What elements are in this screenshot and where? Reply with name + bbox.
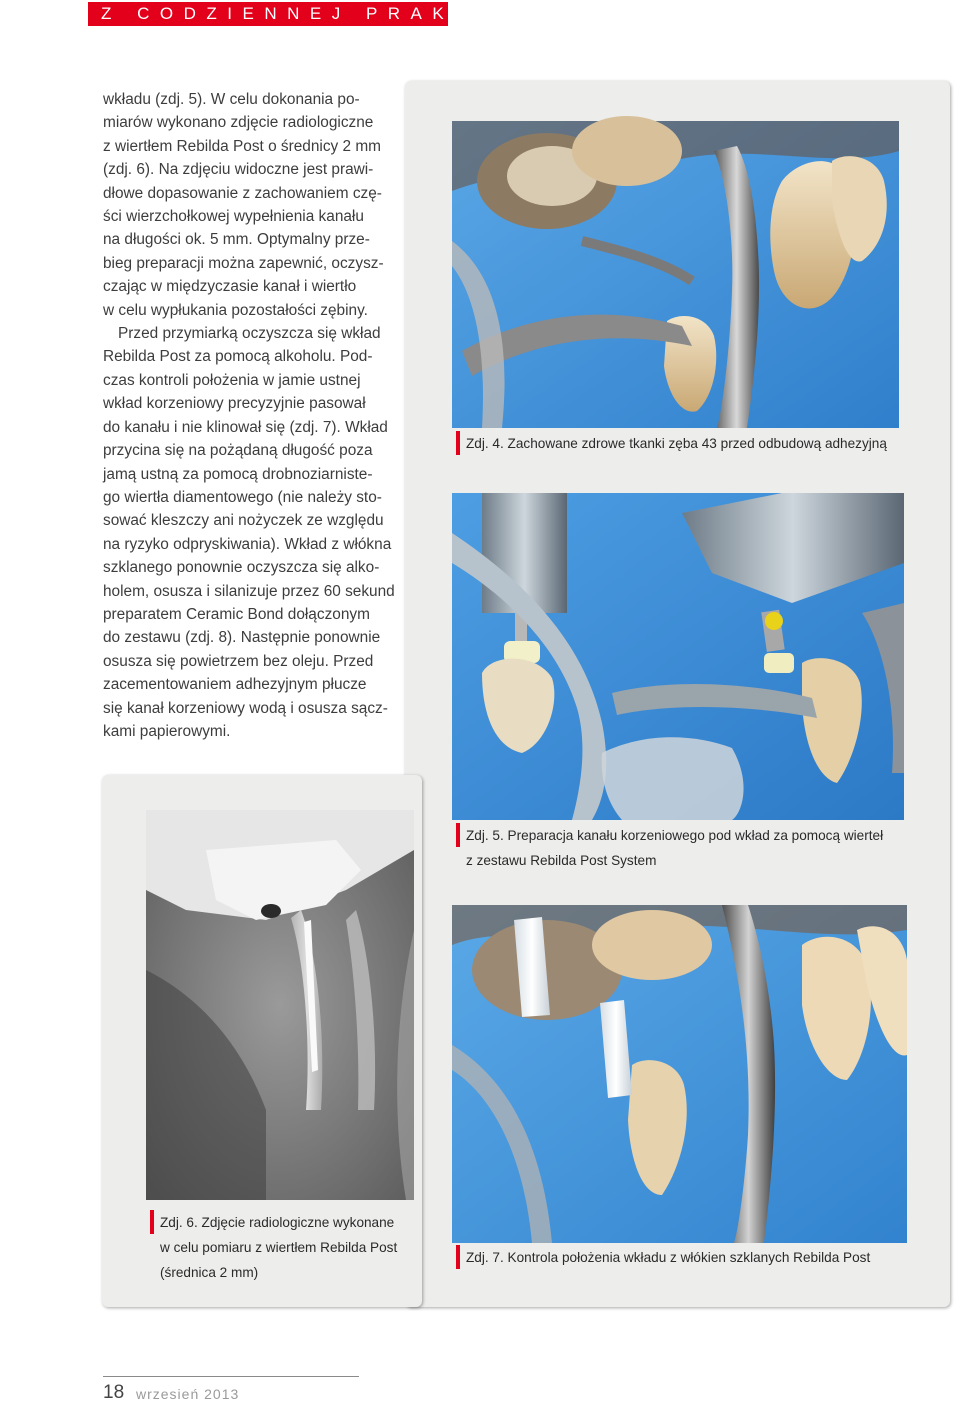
article-line: osusza się powietrzem bez oleju. Przed bbox=[103, 652, 374, 670]
issue-date: wrzesień 2013 bbox=[136, 1386, 240, 1402]
article-line: szklanego ponownie oczyszcza się alko- bbox=[103, 559, 380, 577]
caption-line: Zdj. 6. Zdjęcie radiologiczne wykonane bbox=[160, 1215, 395, 1230]
figure-4-photo bbox=[452, 121, 899, 428]
page-number: 18 bbox=[103, 1382, 125, 1403]
article-line: (zdj. 6). Na zdjęciu widoczne jest prawi- bbox=[103, 161, 374, 179]
article-line: miarów wykonano zdjęcie radiologiczne bbox=[103, 114, 374, 132]
caption-line: Zdj. 7. Kontrola położenia wkładu z włókien szklanych Rebilda Post bbox=[466, 1250, 871, 1265]
figure-6-radiograph bbox=[146, 810, 414, 1200]
article-line: go wiertła diamentowego (nie należy sto- bbox=[103, 488, 382, 506]
caption-line: w celu pomiaru z wiertłem Rebilda Post bbox=[160, 1240, 398, 1255]
article-line: do zestawu (zdj. 8). Następnie ponownie bbox=[103, 629, 381, 647]
figure-7-caption bbox=[466, 1245, 870, 1270]
article-line: sować kleszczy ani nożyczek ze względu bbox=[103, 512, 384, 530]
article-line: przycina się na pożądaną długość poza bbox=[103, 442, 373, 460]
figure-4-caption bbox=[466, 431, 887, 456]
article-line: ści wierzchołkowej wypełnienia kanału bbox=[103, 208, 364, 226]
article-line: się kanał korzeniowy wodą i osusza sącz- bbox=[103, 699, 388, 717]
caption-line: (średnica 2 mm) bbox=[160, 1265, 259, 1280]
article-line: zacementowaniem adhezyjnym płucze bbox=[103, 676, 367, 694]
article-line: jamą ustną za pomocą drobnoziarniste- bbox=[103, 465, 373, 483]
caption-marker bbox=[150, 1210, 154, 1234]
figure-6-caption bbox=[160, 1210, 397, 1285]
caption-line: Zdj. 4. Zachowane zdrowe tkanki zęba 43 przed odbudową adhezyjną bbox=[466, 436, 887, 451]
article-line: dłowe dopasowanie z zachowaniem czę- bbox=[103, 184, 382, 202]
caption-line: Zdj. 5. Preparacja kanału korzeniowego pod wkład za pomocą wierteł bbox=[466, 828, 884, 843]
article-line: wkład korzeniowy precyzyjnie pasował bbox=[103, 395, 366, 413]
article-line: w celu wypłukania pozostałości zębiny. bbox=[103, 301, 368, 319]
article-line: czas kontroli położenia w jamie ustnej bbox=[103, 371, 361, 389]
article-line: wkładu (zdj. 5). W celu dokonania po- bbox=[103, 91, 360, 108]
article-line: holem, osusza i silanizuje przez 60 sekund bbox=[103, 582, 395, 600]
figure-7-photo bbox=[452, 905, 907, 1243]
caption-marker bbox=[456, 823, 460, 847]
article-line: bieg preparacji można zapewnić, oczysz- bbox=[103, 254, 384, 272]
footer-rule bbox=[103, 1376, 359, 1377]
section-banner: Z CODZIENNEJ PRAKTYKI bbox=[88, 2, 448, 26]
caption-marker bbox=[456, 431, 460, 455]
article-line: na ryzyko odpryskiwania). Wkład z włókna bbox=[103, 535, 392, 553]
caption-line: z zestawu Rebilda Post System bbox=[466, 853, 657, 868]
article-line: z wiertłem Rebilda Post o średnicy 2 mm bbox=[103, 137, 381, 155]
article-line: preparatem Ceramic Bond dołączonym bbox=[103, 605, 370, 623]
figure-5-caption bbox=[466, 823, 883, 873]
article-line: Przed przymiarką oczyszcza się wkład bbox=[118, 325, 381, 343]
article-line: czając w międzyczasie kanał i wiertło bbox=[103, 278, 357, 296]
figure-5-photo bbox=[452, 493, 904, 820]
article-line: kami papierowymi. bbox=[103, 722, 231, 740]
article-line: Rebilda Post za pomocą alkoholu. Pod- bbox=[103, 348, 373, 366]
article-line: na długości ok. 5 mm. Optymalny prze- bbox=[103, 231, 370, 249]
article-line: do kanału i nie klinował się (zdj. 7). Wkład bbox=[103, 418, 388, 436]
article-body bbox=[103, 88, 395, 743]
caption-marker bbox=[456, 1245, 460, 1269]
